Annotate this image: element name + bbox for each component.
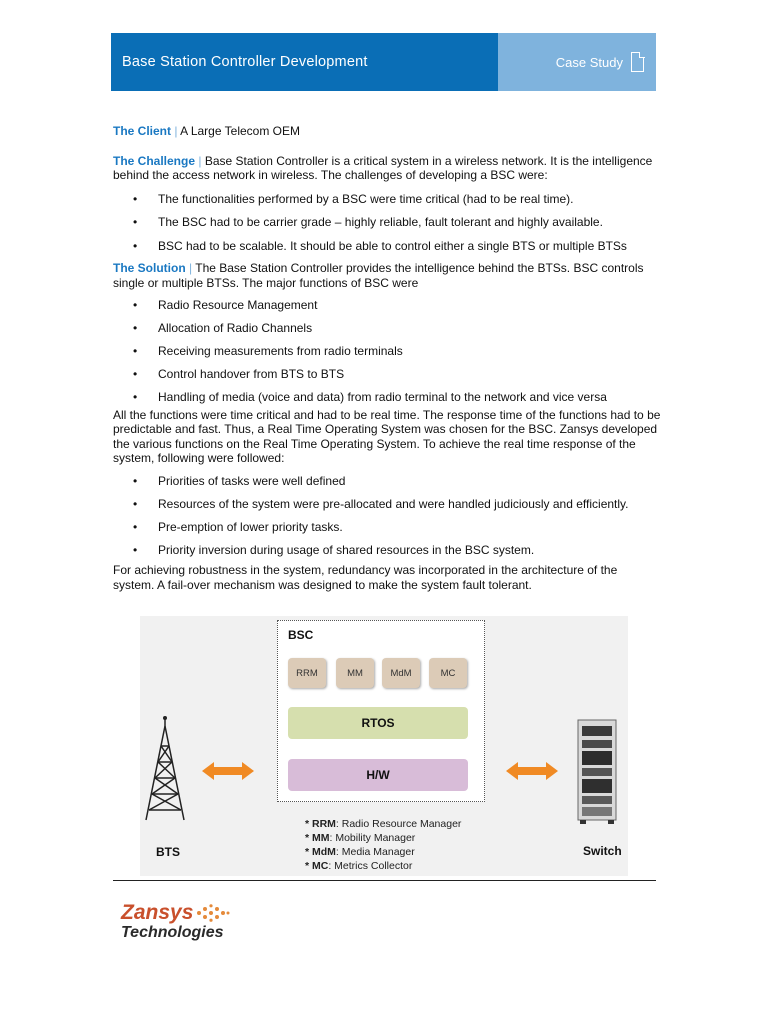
legend-desc: : Mobility Manager (329, 832, 416, 844)
client-label: The Client (113, 124, 172, 138)
list-item: • Priorities of tasks were well defined (113, 474, 661, 489)
solution-label: The Solution (113, 261, 186, 275)
list-item: • The functionalities performed by a BSC were time critical (had to be real time). (113, 192, 661, 207)
list-item: • BSC had to be scalable. It should be able to control either a single BTS or multiple BTSs (113, 239, 661, 254)
switch-caption: Switch (583, 844, 622, 858)
challenge-list (113, 192, 661, 254)
list-item: • Pre-emption of lower priority tasks. (113, 520, 661, 535)
solution-paragraph (113, 261, 661, 290)
diagram-legend (305, 817, 461, 873)
bts-tower-icon (140, 716, 190, 822)
module-mm: MM (336, 658, 374, 688)
module-mc: MC (429, 658, 467, 688)
solution-separator: | (189, 261, 193, 275)
bsc-label: BSC (288, 628, 314, 642)
legend-item (305, 859, 461, 873)
list-item: • Resources of the system were pre-allocated and were handled judiciously and efficiently. (113, 497, 661, 512)
logo-line2: Technologies (121, 924, 224, 941)
footer-divider (113, 880, 656, 881)
document-icon (631, 52, 644, 72)
list-item: • Allocation of Radio Channels (113, 321, 661, 336)
hw-layer: H/W (288, 759, 468, 791)
list-item: • Priority inversion during usage of shared resources in the BSC system. (113, 543, 661, 558)
left-bidirectional-arrow-icon (202, 762, 254, 780)
legend-desc: : Radio Resource Manager (335, 818, 462, 830)
client-paragraph (113, 124, 661, 139)
header-title: Base Station Controller Development (111, 33, 498, 91)
list-item: • The BSC had to be carrier grade – highly reliable, fault tolerant and highly available. (113, 215, 661, 230)
legend-abbr: * MdM (305, 846, 336, 858)
case-study-badge (498, 33, 656, 91)
legend-desc: : Metrics Collector (328, 860, 413, 872)
main-content (113, 124, 661, 592)
solution-list (113, 298, 661, 405)
list-item: • Handling of media (voice and data) from radio terminal to the network and vice versa (113, 390, 661, 405)
list-item: • Control handover from BTS to BTS (113, 367, 661, 382)
module-mdm: MdM (382, 658, 420, 688)
module-rrm: RRM (288, 658, 326, 688)
legend-abbr: * MC (305, 860, 329, 872)
list-item: • Radio Resource Management (113, 298, 661, 313)
bsc-architecture-diagram (140, 616, 628, 876)
switch-rack-icon (576, 718, 618, 826)
challenge-text: Base Station Controller is a critical system in a wireless network. It is the intelligence behind the access network in wireless. The challenges of developing a BSC were: (113, 153, 653, 182)
bsc-container (277, 620, 485, 802)
page-header (111, 33, 656, 91)
realtime-paragraph: All the functions were time critical and had to be real time. The response time of the functions had to be predictable and fast. Thus, a Real Time Operating System was chosen for the BSC. Zansys developed the various functions on the Real Time Operating System. To achieve the real time response of the system, following were followed: (113, 407, 661, 465)
case-study-label: Case Study (555, 54, 623, 70)
legend-abbr: * MM (305, 832, 330, 844)
solution-text: The Base Station Controller provides the intelligence behind the BTSs. BSC controls single or multiple BTSs. The major functions of BSC were (113, 261, 644, 290)
legend-item (305, 817, 461, 831)
bts-caption: BTS (156, 845, 180, 859)
challenge-label: The Challenge (113, 153, 196, 168)
legend-item (305, 845, 461, 859)
challenge-paragraph (113, 154, 661, 183)
robustness-paragraph: For achieving robustness in the system, redundancy was incorporated in the architecture of the system. A fail-over mechanism was designed to make the system fault tolerant. (113, 563, 618, 592)
legend-desc: : Media Manager (335, 846, 415, 858)
rtos-layer: RTOS (288, 707, 468, 739)
client-text: A Large Telecom OEM (177, 124, 300, 138)
logo-dots-icon (196, 904, 230, 922)
client-separator: | (174, 124, 178, 138)
list-item: • Receiving measurements from radio terminals (113, 344, 661, 359)
zansys-logo (121, 902, 230, 941)
legend-abbr: * RRM (305, 818, 336, 830)
realtime-list (113, 474, 661, 558)
logo-line1: Zansys (121, 901, 194, 924)
right-bidirectional-arrow-icon (506, 762, 558, 780)
legend-item (305, 831, 461, 845)
challenge-separator: | (198, 153, 202, 168)
